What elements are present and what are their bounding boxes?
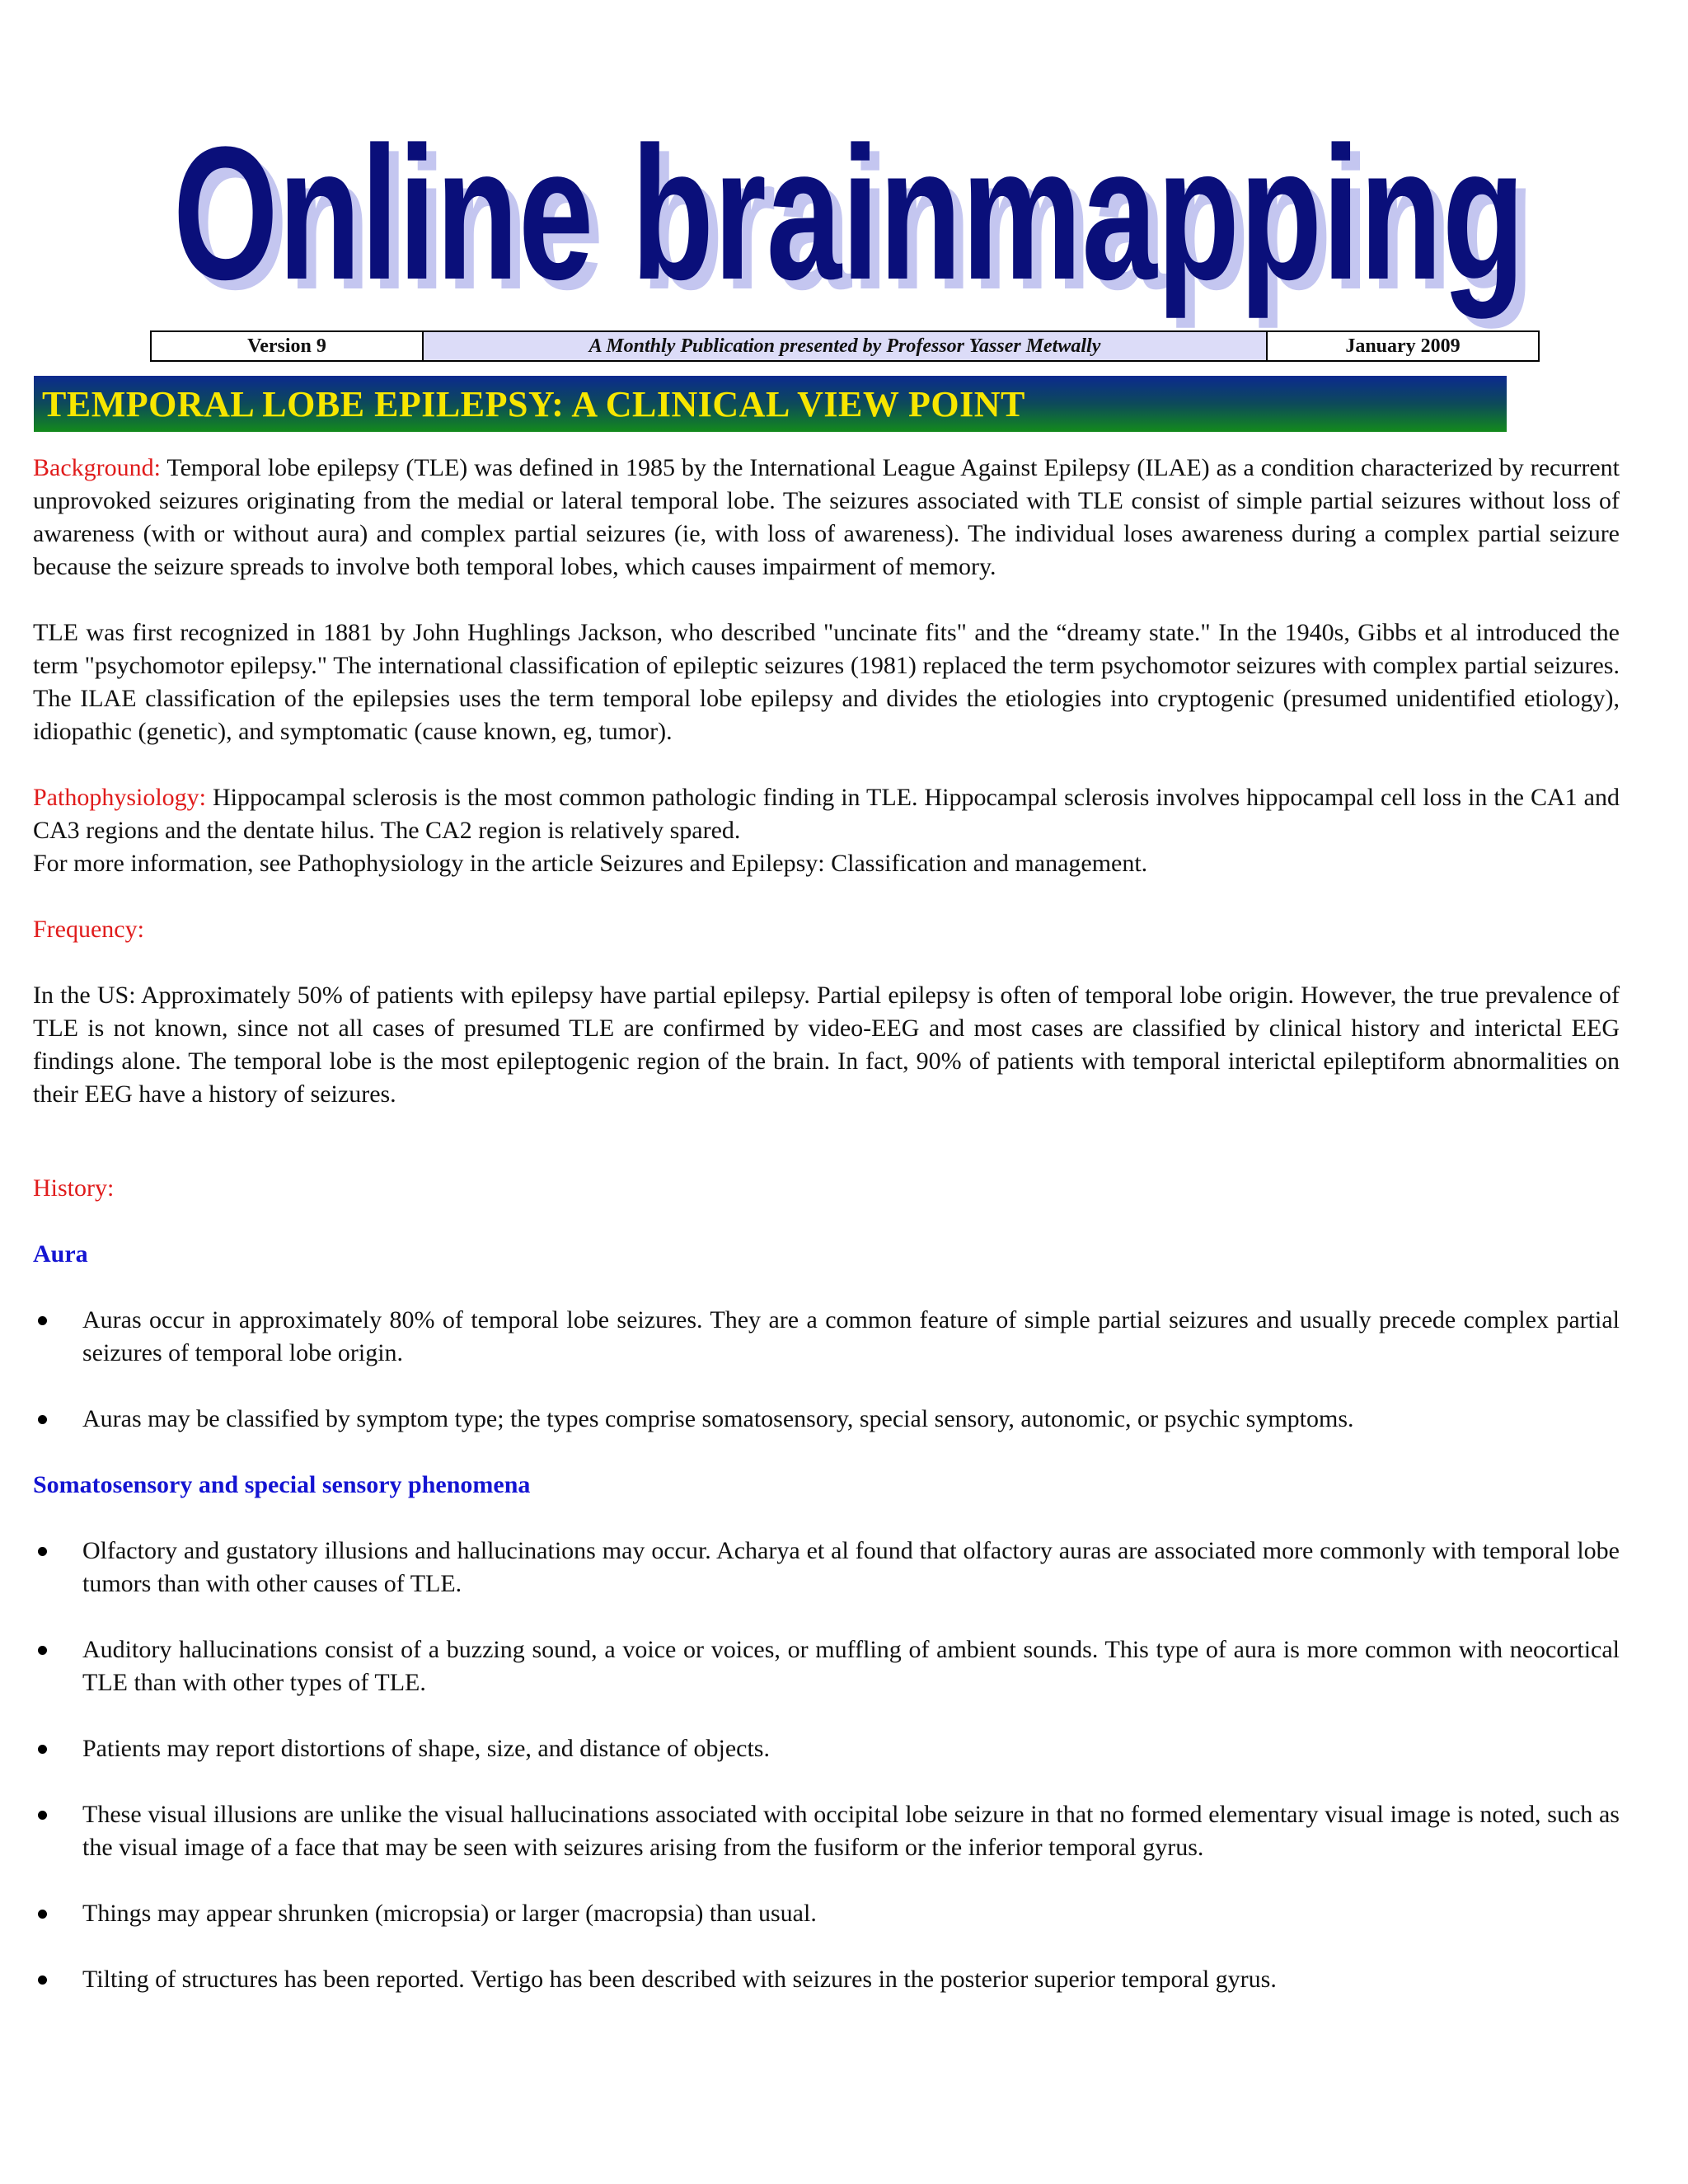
pathophysiology-more-info: For more information, see Pathophysiology in the article Seizures and Epilepsy: Classification and management. xyxy=(33,850,1148,877)
list-item: Auditory hallucinations consist of a buzzing sound, a voice or voices, or muffling of ambient sounds. This type of aura is more common with neocortical TLE than with other types of TLE. xyxy=(33,1633,1620,1699)
background-text: Temporal lobe epilepsy (TLE) was defined in 1985 by the International League Against Epilepsy (ILAE) as a condition characterized by recurrent unprovoked seizures originating from the medial or lateral temporal lobe. The seizures associated with TLE consist of simple partial seizures without loss of awareness (with or without aura) and complex partial seizures (ie, with loss of awareness). The individual loses awareness during a complex partial seizure because the seizure spreads to involve both temporal lobes, which causes impairment of memory. xyxy=(33,454,1620,580)
history-of-tle-paragraph: TLE was first recognized in 1881 by John Hughlings Jackson, who described "uncinate fits" and the “dreamy state." In the 1940s, Gibbs et al introduced the term "psychomotor epilepsy." The international classification of epileptic seizures (1981) replaced the term psychomotor seizures with complex partial seizures. The ILAE classification of the epilepsies uses the term temporal lobe epilepsy and divides the etiologies into cryptogenic (presumed unidentified etiology), idiopathic (genetic), and symptomatic (cause known, eg, tumor). xyxy=(33,619,1620,745)
history-label: History: xyxy=(33,1174,115,1202)
article-title: TEMPORAL LOBE EPILEPSY: A CLINICAL VIEW POINT xyxy=(34,376,1507,432)
article-body xyxy=(33,452,1620,2029)
somatosensory-heading: Somatosensory and special sensory phenomena xyxy=(33,1471,531,1498)
background-paragraph xyxy=(33,452,1620,583)
masthead-shadow: Online brainmapping xyxy=(183,117,1535,329)
pathophysiology-label: Pathophysiology: xyxy=(33,784,207,811)
pathophysiology-text: Hippocampal sclerosis is the most common pathologic finding in TLE. Hippocampal sclerosis involves hippocampal cell loss in the CA1 and CA3 regions and the dentate hilus. The CA2 region is relatively spared. xyxy=(33,784,1620,844)
list-item: Tilting of structures has been reported. Vertigo has been described with seizures in the posterior superior temporal gyrus. xyxy=(33,1963,1620,1996)
pathophysiology-paragraph xyxy=(33,781,1620,847)
frequency-label: Frequency: xyxy=(33,916,144,943)
issue-date: January 2009 xyxy=(1345,335,1461,357)
list-item: Auras occur in approximately 80% of temporal lobe seizures. They are a common feature of simple partial seizures and usually precede complex partial seizures of temporal lobe origin. xyxy=(33,1304,1620,1370)
list-item: Olfactory and gustatory illusions and hallucinations may occur. Acharya et al found that olfactory auras are associated more commonly with temporal lobe tumors than with other causes of TLE. xyxy=(33,1535,1620,1601)
list-item: These visual illusions are unlike the visual hallucinations associated with occipital lobe seizure in that no formed elementary visual image is noted, such as the visual image of a face that may be seen with seizures arising from the fusiform or the inferior temporal gyrus. xyxy=(33,1798,1620,1864)
masthead-title: Online brainmapping xyxy=(173,107,1525,319)
issue-info-bar xyxy=(150,330,1540,362)
masthead-logo xyxy=(165,89,1550,336)
issue-version: Version 9 xyxy=(152,332,424,360)
somatosensory-list xyxy=(33,1535,1620,1996)
background-label: Background: xyxy=(33,454,161,481)
frequency-paragraph: In the US: Approximately 50% of patients with epilepsy have partial epilepsy. Partial epilepsy is often of temporal lobe origin. However, the true prevalence of TLE is not known, since not all cases of presumed TLE are confirmed by video-EEG and most cases are classified by clinical history and interictal EEG findings alone. The temporal lobe is the most epileptogenic region of the brain. In fact, 90% of patients with temporal interictal epileptiform abnormalities on their EEG have a history of seizures. xyxy=(33,982,1620,1108)
aura-heading: Aura xyxy=(33,1240,88,1268)
list-item: Auras may be classified by symptom type; the types comprise somatosensory, special sensory, autonomic, or psychic symptoms. xyxy=(33,1403,1620,1436)
aura-list xyxy=(33,1304,1620,1436)
list-item: Things may appear shrunken (micropsia) or larger (macropsia) than usual. xyxy=(33,1897,1620,1930)
publication-line: A Monthly Publication presented by Professor Yasser Metwally xyxy=(424,332,1268,360)
list-item: Patients may report distortions of shape, size, and distance of objects. xyxy=(33,1732,1620,1765)
